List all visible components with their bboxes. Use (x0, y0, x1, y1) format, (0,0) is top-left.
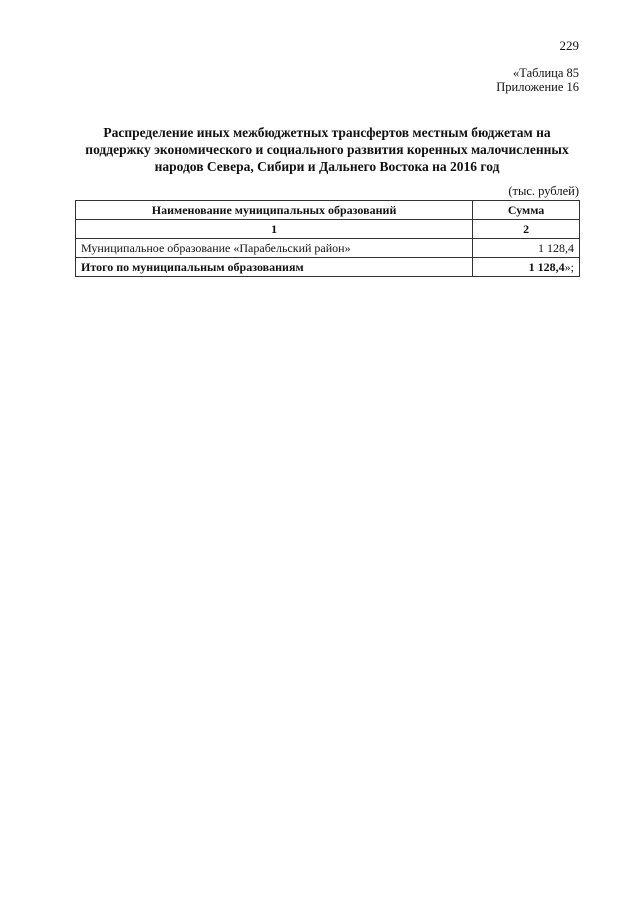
transfers-table (75, 200, 580, 277)
table-reference (496, 66, 579, 94)
page-number: 229 (559, 38, 579, 53)
total-sum: 1 128,4 (528, 259, 565, 274)
appendix-number: Приложение 16 (496, 80, 579, 94)
units-label: (тыс. рублей) (508, 184, 579, 198)
row-name: Муниципальное образование «Парабельский район» (76, 239, 473, 258)
table-header-row (76, 201, 580, 220)
column-number-sum: 2 (473, 220, 580, 239)
row-sum: 1 128,4 (473, 239, 580, 258)
table-row (76, 239, 580, 258)
total-suffix: »; (564, 259, 574, 274)
header-sum: Сумма (473, 201, 580, 220)
total-name: Итого по муниципальным образованиям (76, 258, 473, 277)
column-numbers-row (76, 220, 580, 239)
total-row (76, 258, 580, 277)
header-name: Наименование муниципальных образований (76, 201, 473, 220)
column-number-name: 1 (76, 220, 473, 239)
table-number: «Таблица 85 (513, 66, 579, 80)
document-title: Распределение иных межбюджетных трансфертов местным бюджетам на поддержку экономического и социального развития коренных малочисленных народов Севера, Сибири и Дальнего Востока на 2016 год (85, 125, 569, 174)
total-sum-cell (473, 258, 580, 277)
